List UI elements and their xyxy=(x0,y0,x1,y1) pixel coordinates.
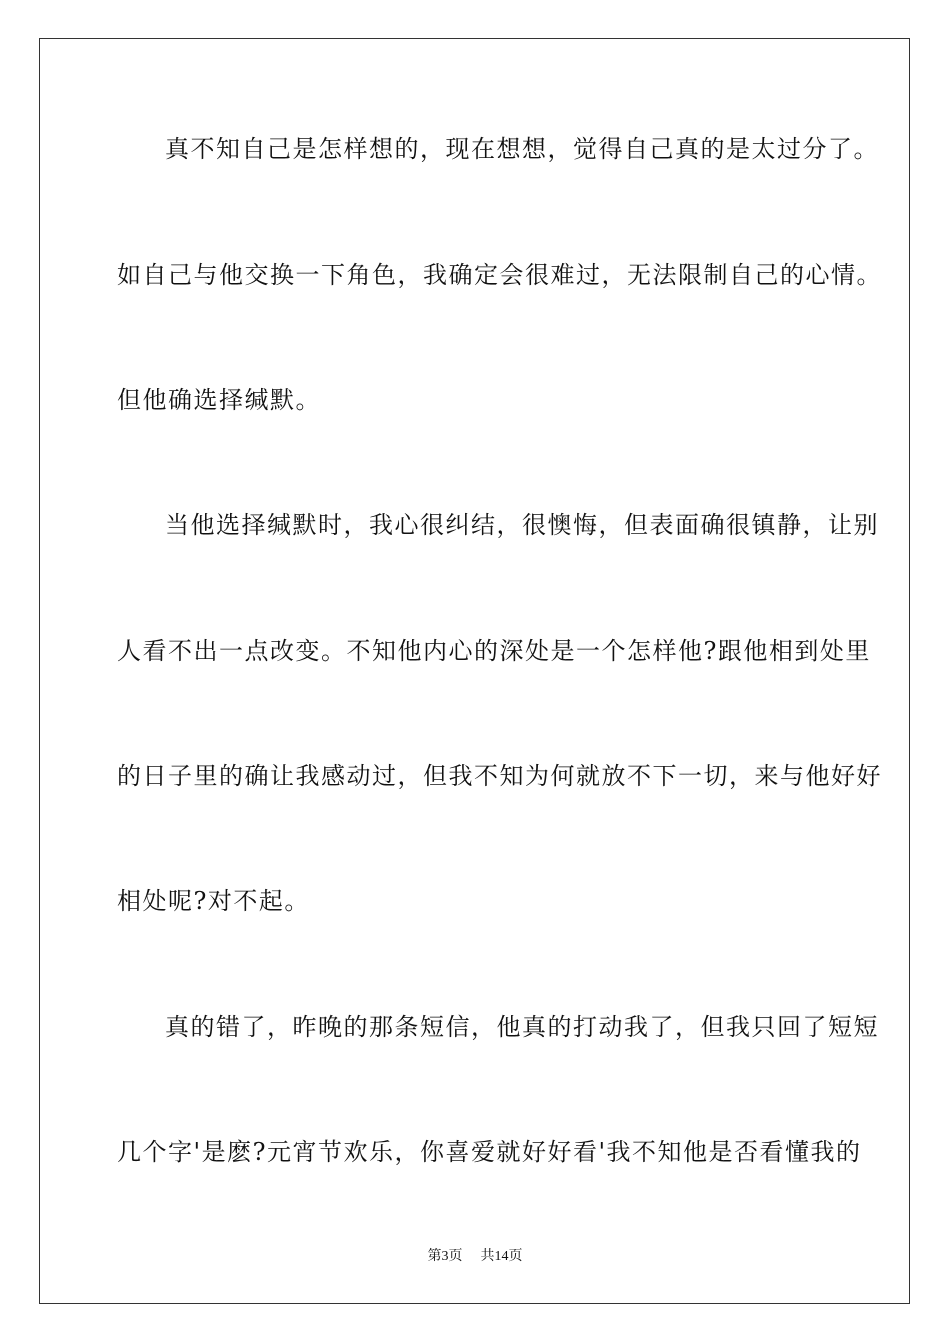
paragraph-line: 的日子里的确让我感动过，但我不知为何就放不下一切，来与他好好 xyxy=(117,762,882,790)
paragraph-line: 相处呢?对不起。 xyxy=(117,887,310,915)
page-footer xyxy=(0,1248,950,1266)
paragraph-line: 人看不出一点改变。不知他内心的深处是一个怎样他?跟他相到处里 xyxy=(117,637,871,665)
paragraph-line: 几个字'是麽?元宵节欢乐，你喜爱就好好看'我不知他是否看懂我的 xyxy=(117,1138,862,1166)
page-number: 第3页 xyxy=(427,1249,463,1264)
page-total: 共14页 xyxy=(480,1249,523,1264)
page-border xyxy=(39,38,910,1304)
paragraph-line: 但他确选择缄默。 xyxy=(117,386,321,414)
paragraph-line: 真的错了，昨晚的那条短信，他真的打动我了，但我只回了短短 xyxy=(165,1013,879,1041)
paragraph-line: 真不知自己是怎样想的，现在想想，觉得自己真的是太过分了。 xyxy=(165,135,879,163)
paragraph-line: 当他选择缄默时，我心很纠结，很懊悔，但表面确很镇静，让别 xyxy=(165,511,879,539)
paragraph-line: 如自己与他交换一下角色，我确定会很难过，无法限制自己的心情。 xyxy=(117,261,882,289)
